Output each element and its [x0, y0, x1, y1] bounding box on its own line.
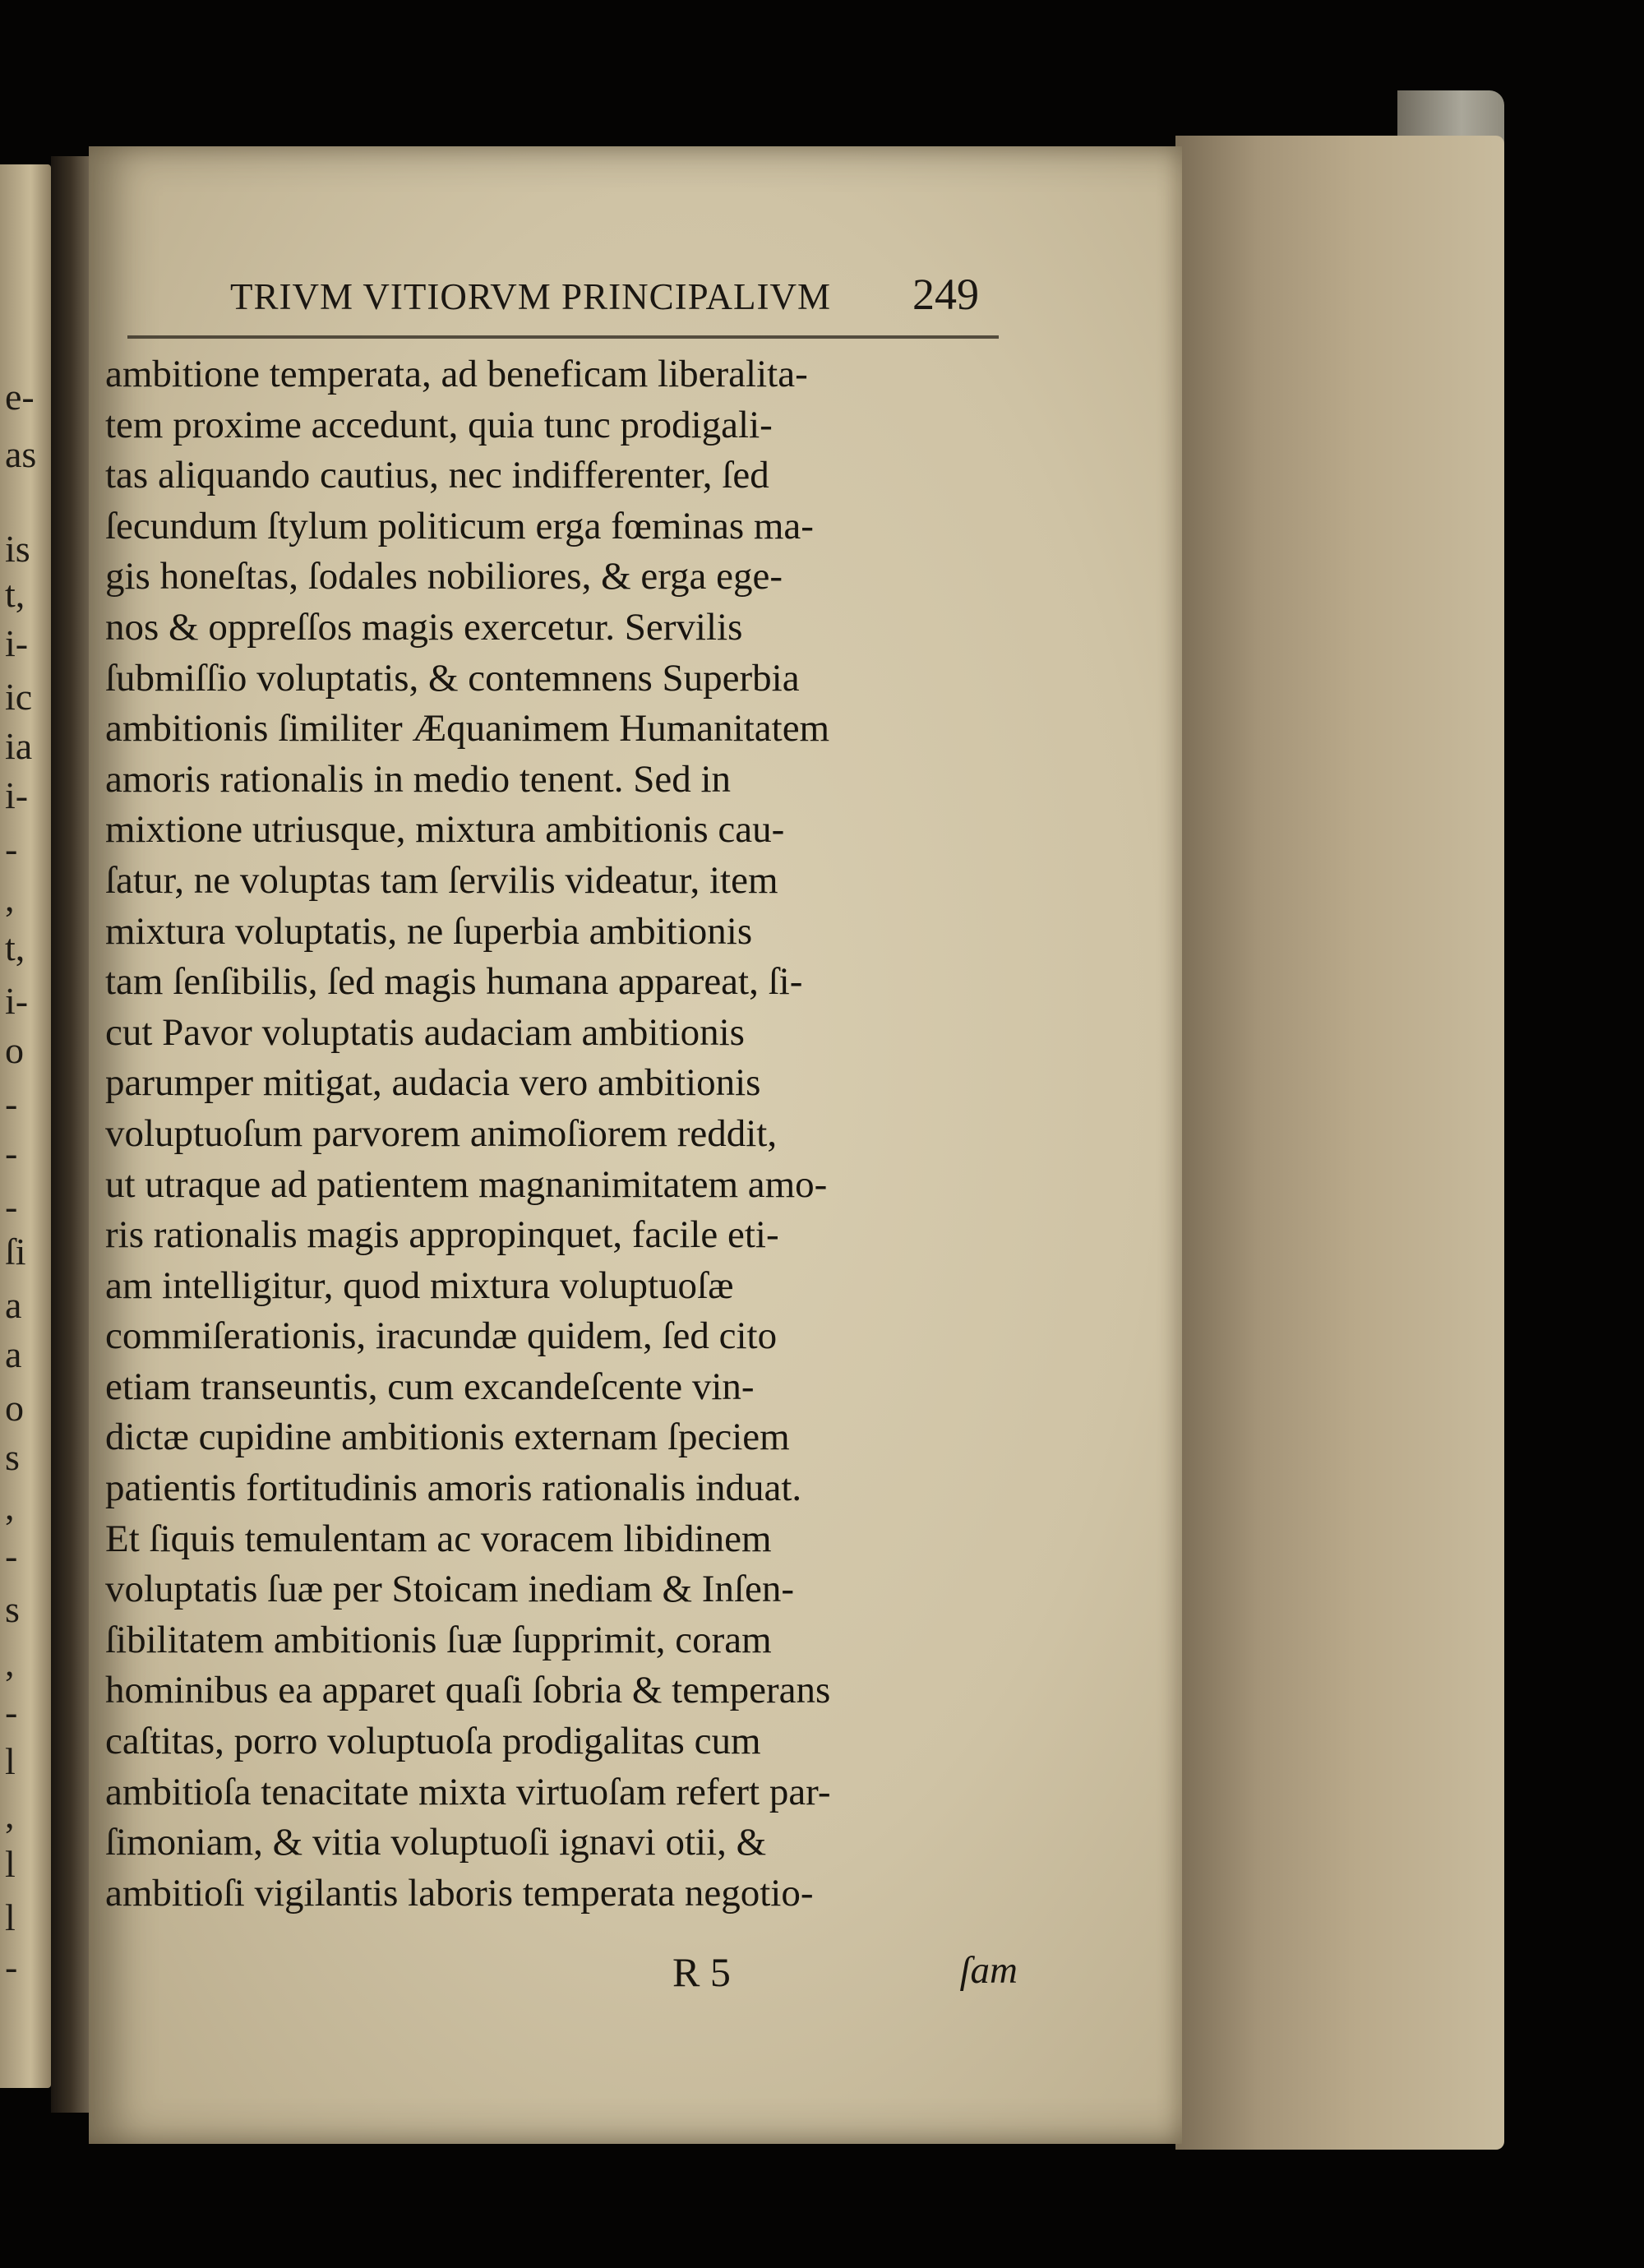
text-line: ſimoniam, & vitia voluptuoſi ignavi otii, & [105, 1821, 767, 1864]
margin-fragment: , [5, 1796, 15, 1834]
margin-fragment: - [5, 1537, 18, 1575]
margin-fragment: s [5, 1591, 20, 1628]
margin-fragment: t, [5, 929, 25, 967]
margin-fragment: as [5, 436, 37, 473]
running-title: TRIVM VITIORVM PRINCIPALIVM [230, 276, 831, 317]
header-rule [127, 335, 999, 339]
text-line: etiam transeuntis, cum excandeſcente vin- [105, 1365, 755, 1408]
margin-fragment: is [5, 530, 30, 568]
text-line: amoris rationalis in medio tenent. Sed in [105, 757, 731, 801]
text-line: ſecundum ſtylum politicum erga fœminas ma- [105, 504, 814, 547]
margin-fragment: a [5, 1336, 22, 1374]
text-line: voluptuoſum parvorem animoſiorem reddit, [105, 1111, 778, 1155]
margin-fragment: ia [5, 728, 33, 765]
margin-fragment: , [5, 1644, 15, 1682]
margin-fragment: , [5, 880, 15, 917]
page-block-edge [1175, 136, 1504, 2150]
text-line: ambitioſi vigilantis laboris temperata negotio- [105, 1871, 814, 1915]
margin-fragment: e- [5, 378, 35, 416]
margin-fragment: - [5, 1085, 18, 1123]
text-line: ut utraque ad patientem magnanimitatem amo- [105, 1162, 828, 1206]
text-line: tem proxime accedunt, quia tunc prodigali- [105, 403, 773, 446]
text-line: mixtione utriusque, mixtura ambitionis cau- [105, 808, 785, 852]
text-line: ſubmiſſio voluptatis, & contemnens Superbia [105, 656, 800, 700]
text-line: ſibilitatem ambitionis ſuæ ſupprimit, coram [105, 1618, 772, 1661]
text-line: am intelligitur, quod mixtura voluptuoſæ [105, 1263, 734, 1307]
margin-fragment: o [5, 1032, 24, 1069]
margin-fragment: l [5, 1899, 16, 1937]
margin-fragment: - [5, 1134, 18, 1172]
margin-fragment: , [5, 1488, 15, 1526]
text-line: tas aliquando cautius, nec indifferenter, ſed [105, 454, 769, 497]
margin-fragment: a [5, 1286, 22, 1324]
margin-fragment: l [5, 1743, 16, 1781]
margin-fragment: ſi [5, 1233, 26, 1271]
margin-fragment: l [5, 1845, 16, 1883]
page-footer [105, 1948, 1018, 2006]
margin-fragment: - [5, 830, 18, 868]
text-line: ambitioſa tenacitate mixta virtuoſam refert par- [105, 1770, 831, 1813]
margin-fragment: - [5, 1693, 18, 1731]
text-line: commiſerationis, iracundæ quidem, ſed cito [105, 1314, 778, 1358]
text-line: tam ſenſibilis, ſed magis humana appareat, ſi- [105, 960, 803, 1004]
text-line: gis honeſtas, ſodales nobiliores, & erga ege- [105, 555, 783, 598]
text-line: parumper mitigat, audacia vero ambitionis [105, 1061, 761, 1105]
text-line: voluptatis ſuæ per Stoicam inediam & Inſen- [105, 1568, 795, 1611]
body-text [105, 349, 1018, 1919]
signature-mark: R 5 [672, 1949, 731, 1995]
text-line: hominibus ea apparet quaſi ſobria & temperans [105, 1669, 831, 1712]
book-gutter [51, 156, 90, 2113]
margin-fragment: - [5, 1948, 18, 1986]
running-head [140, 270, 995, 325]
margin-fragment: ic [5, 678, 33, 716]
text-line: Et ſiquis temulentam ac voracem libidinem [105, 1517, 772, 1560]
page-number: 249 [912, 270, 979, 319]
margin-fragment: i- [5, 625, 29, 663]
catchword: ſam [959, 1949, 1018, 1992]
text-line: dictæ cupidine ambitionis externam ſpeciem [105, 1416, 790, 1459]
margin-fragment: - [5, 1188, 18, 1226]
text-line: cut Pavor voluptatis audaciam ambitionis [105, 1010, 745, 1054]
text-line: patientis fortitudinis amoris rationalis induat. [105, 1467, 802, 1510]
margin-fragment: t, [5, 575, 25, 613]
text-line: ambitione temperata, ad beneficam liberalita- [105, 353, 808, 395]
text-line: ſatur, ne voluptas tam ſervilis videatur, item [105, 858, 778, 902]
text-line: ambitionis ſimiliter Æquanimem Humanitatem [105, 707, 830, 751]
margin-fragment: i- [5, 982, 29, 1020]
text-line: mixtura voluptatis, ne ſuperbia ambitionis [105, 909, 753, 953]
margin-fragment: i- [5, 777, 29, 815]
text-line: ris rationalis magis appropinquet, facile eti- [105, 1213, 779, 1257]
previous-page-sliver [0, 164, 51, 2088]
text-line: nos & oppreſſos magis exercetur. Servilis [105, 605, 743, 649]
margin-fragment: o [5, 1389, 24, 1427]
margin-fragment: s [5, 1439, 20, 1476]
text-line: caſtitas, porro voluptuoſa prodigalitas cum [105, 1720, 761, 1763]
